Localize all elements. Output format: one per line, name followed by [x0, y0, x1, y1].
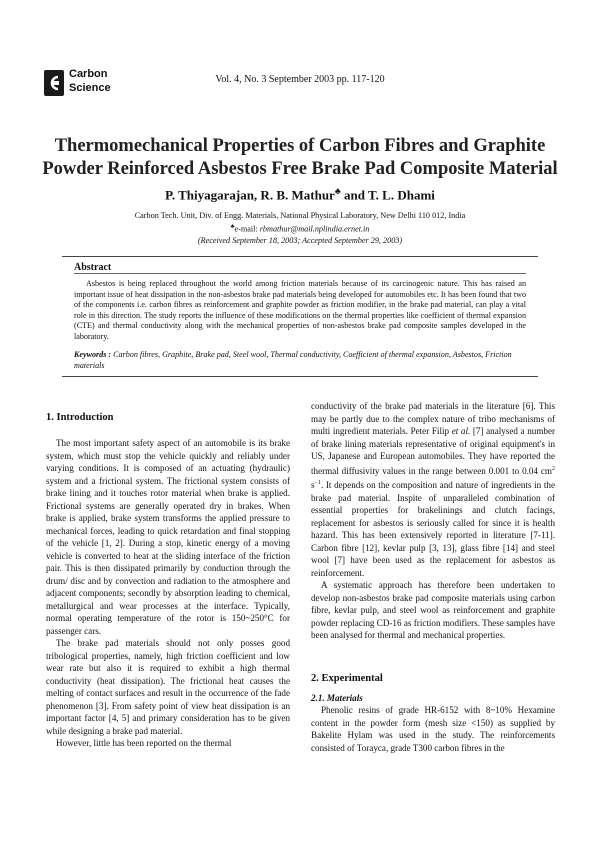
title-line2: Powder Reinforced Asbestos Free Brake Pad Composite Material	[42, 159, 558, 179]
abstract-divider	[74, 273, 526, 274]
text-run: conductivity of the brake pad materials in the literature [6]. This may be partly due to the complex nature of tribo mechanisms of multi ingredient materials. Peter Filip	[311, 401, 555, 436]
paragraph: The most important safety aspect of an automobile is its brake system, which must stop the vehicle quickly and reliably under varying conditions. It is composed of an actuating (hydraulic) system and a frictional system. The frictional system consists of brake lining and it touches rotor material when brake is applied. Frictional systems are generally operated dry in brakes. When brake is applied, brake system transforms the applied pressure to mechanical forces, leading to quick retardation and final stopping of the vehicle [1, 2]. During a stop, kinetic energy of a moving vehicle is converted to heat at the sliding interface of the friction pair. This is then dissipated primarily by conduction through the drum/ disc and by convection and radiation to the atmosphere and adjacent components; secondly by absorption leading to chemical, metallurgical and wear processes at the interface. Typically, normal operating temperature of the rotor is 150~250°C for passenger cars.	[46, 438, 290, 636]
superscript: −1	[314, 480, 321, 487]
paragraph	[311, 400, 555, 579]
abstract-heading: Abstract	[74, 262, 112, 273]
paragraph: The brake pad materials should not only posses good tribological properties, namely, high friction coefficient and low wear rate but also it is required to exhibit a high thermal conductivity (heat dissipation). The frictional heat causes the melting of contact surfaces and result in the occurrence of the fade phenomenon [3]. From safety point of view heat dissipation is an important factor [4, 5] and primary consideration has to be given while designing a brake pad material.	[46, 638, 290, 736]
authors-part2: and T. L. Dhami	[340, 187, 435, 203]
received-dates: (Received September 18, 2003; Accepted September 29, 2003)	[197, 235, 403, 245]
abstract-text: Asbestos is being replaced throughout the world among friction materials because of its carcinogenic nature. This has raised an important issue of heat dissipation in the non-asbestos brake pad materials being developed for automobiles etc. It has been found that two of the components i.e. carbon fibres as reinforcement and graphite powder as friction modifier, in the brake pad material, can play a vital role in this direction. The study reports the influence of these modifications on the thermal properties like coefficient of thermal expansion (CTE) and thermal conductivity along with the mechanical properties of non-asbestos brake pad composite samples developed in the laboratory.	[74, 279, 526, 341]
section-heading-experimental: 2. Experimental	[311, 672, 383, 684]
text-run: s	[311, 480, 315, 491]
email-mark: ♣	[230, 223, 235, 230]
author-list	[0, 186, 600, 203]
section-heading-introduction: 1. Introduction	[46, 412, 114, 423]
affiliation-block	[0, 210, 600, 246]
keywords-label: Keywords :	[74, 350, 114, 359]
logo-line1: Carbon	[69, 68, 108, 80]
text-run: . It depends on the composition and nature of ingredients in the brake pad material. Inspite of unparalleled combination of essential properties for brakelinings and clutch facings, replacement for asbestos is seriously called for since it is health hazard. This has been extensively reported in literature [7-11]. Carbon fibre [12], kevlar pulp [3, 13], glass fibre [14] and steel wool [7] have been used as the replacement for asbestos as reinforcement.	[311, 480, 555, 578]
paragraph: However, little has been reported on the thermal	[56, 738, 232, 748]
authors-part1: P. Thiyagarajan, R. B. Mathur	[165, 187, 335, 203]
corresponding-author-mark: ♣	[334, 186, 341, 196]
keywords	[74, 350, 526, 371]
email-line	[0, 222, 600, 235]
subsection-heading-materials: 2.1. Materials	[311, 692, 363, 703]
text-run: [7] analysed a number of brake lining materials representative of original equipment's in US, Japanese and European automobiles. They have reported the thermal diffusivity values in the range between 0.001 to 0.04 cm	[311, 426, 556, 476]
et-al: et al.	[451, 426, 471, 436]
paragraph: A systematic approach has therefore been undertaken to develop non-asbestos brake pad composite materials using carbon fibre, kevlar pulp, and steel wool as reinforcement and graphite powder replacing CD-16 as friction modifiers. These samples have been analysed for thermal and mechanical properties.	[311, 580, 555, 641]
superscript: 2	[552, 465, 555, 472]
keywords-list: Carbon fibres, Graphite, Brake pad, Steel wool, Thermal conductivity, Coefficient of thermal expansion, Asbestos, Friction materials	[74, 350, 512, 370]
right-column	[311, 400, 555, 754]
email-address[interactable]: rbmathur@mail.nplindia.ernet.in	[259, 224, 370, 234]
paragraph: Phenolic resins of grade HR-6152 with 8~10% Hexamine content in the powder form (mesh size <150) as supplied by Bakelite Hylam was used in the study. The reinforcements consisted of Torayca, grade T300 carbon fibres in the	[311, 705, 555, 753]
affiliation-line: Carbon Tech. Unit, Div. of Engg. Materials, National Physical Laboratory, New Delhi 110 012, India	[134, 211, 466, 220]
email-label: e-mail:	[234, 224, 260, 234]
title-line1: Thermomechanical Properties of Carbon Fibres and Graphite	[54, 136, 546, 156]
left-column	[46, 403, 290, 750]
logo-line2: Science	[69, 81, 111, 94]
abstract-box	[62, 256, 538, 377]
paper-title	[40, 135, 560, 181]
journal-reference: Vol. 4, No. 3 September 2003 pp. 117-120	[215, 74, 385, 85]
